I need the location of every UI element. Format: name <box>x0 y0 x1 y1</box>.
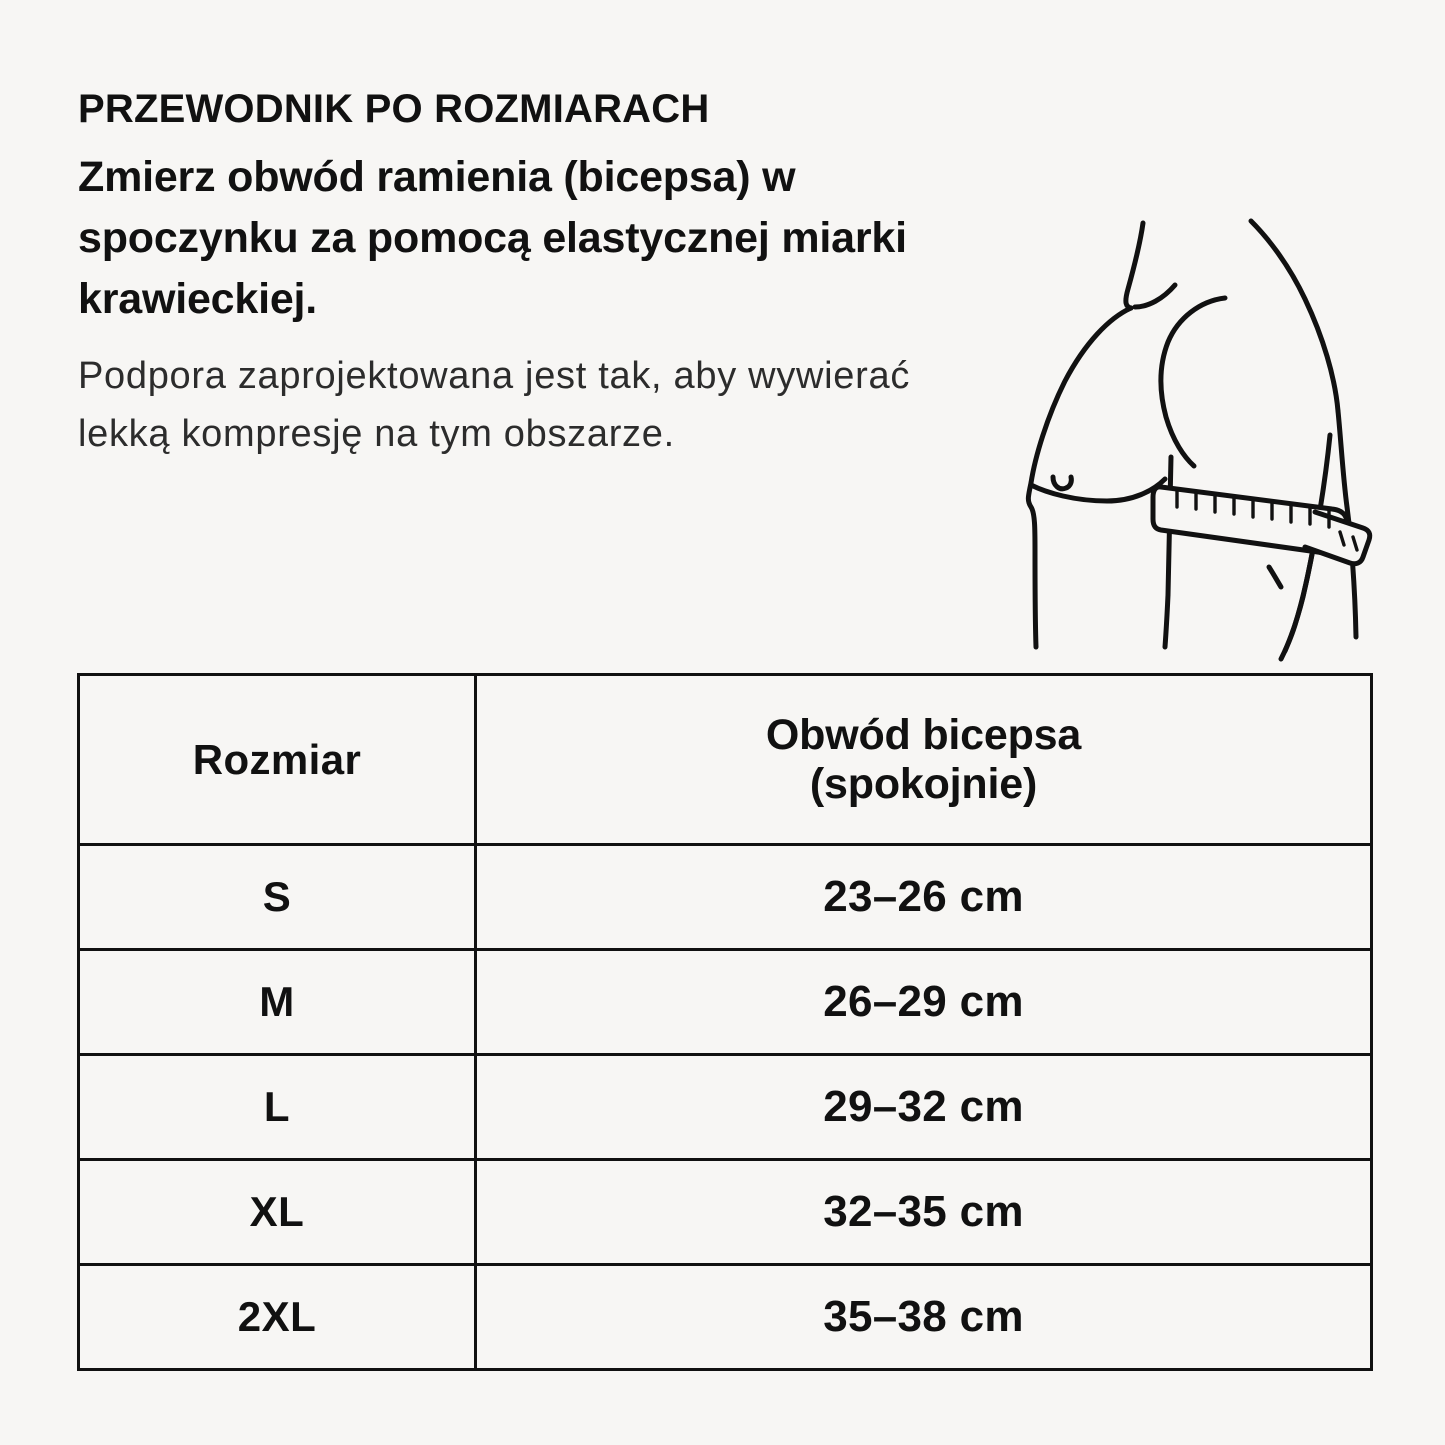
table-header <box>79 675 1372 845</box>
table-row <box>79 1160 1372 1265</box>
cell-size: M <box>79 950 476 1055</box>
cell-bicep-range: 23–26 cm <box>476 845 1372 950</box>
table-body <box>79 845 1372 1370</box>
intro-text-block <box>78 86 998 464</box>
cell-size: S <box>79 845 476 950</box>
torso-line-art-svg <box>985 185 1415 665</box>
column-header-bicep-circumference <box>476 675 1372 845</box>
column-header-bicep-line2: (spokojnie) <box>809 759 1038 808</box>
torso-left-side <box>1028 483 1036 647</box>
measurement-instruction-heading: Zmierz obwód ramienia (bicepsa) w spoczynku za pomocą elastycznej miarki krawieckiej. <box>78 153 907 324</box>
cell-size: L <box>79 1055 476 1160</box>
shoulder-top-left <box>1031 308 1131 483</box>
page-title: PRZEWODNIK PO ROZMIARACH <box>78 87 710 131</box>
cell-bicep-range: 32–35 cm <box>476 1160 1372 1265</box>
cell-bicep-range: 29–32 cm <box>476 1055 1372 1160</box>
table-row <box>79 950 1372 1055</box>
chest-under-curve <box>1031 479 1165 501</box>
table-header-row <box>79 675 1372 845</box>
measuring-tape-tail <box>1305 512 1370 564</box>
deltoid-top <box>1251 221 1338 411</box>
compression-description: Podpora zaprojektowana jest tak, aby wywierać lekką kompresję na tym obszarze. <box>78 355 911 456</box>
nipple-mark <box>1053 477 1071 489</box>
table-row <box>79 1265 1372 1370</box>
cell-size: XL <box>79 1160 476 1265</box>
cell-size: 2XL <box>79 1265 476 1370</box>
cell-bicep-range: 35–38 cm <box>476 1265 1372 1370</box>
column-header-size: Rozmiar <box>79 675 476 845</box>
cell-bicep-range: 26–29 cm <box>476 950 1372 1055</box>
elbow-accent-mark <box>1269 567 1281 587</box>
bicep-measurement-illustration <box>985 185 1415 665</box>
table-row <box>79 1055 1372 1160</box>
size-chart-table <box>77 673 1373 1371</box>
pectoral-armpit-curve <box>1161 298 1225 466</box>
arm-shadow-line <box>1281 537 1315 659</box>
column-header-bicep-line1: Obwód bicepsa <box>765 711 1082 760</box>
collarbone-line <box>1135 285 1175 307</box>
neck-line <box>1126 223 1143 308</box>
table-row <box>79 845 1372 950</box>
